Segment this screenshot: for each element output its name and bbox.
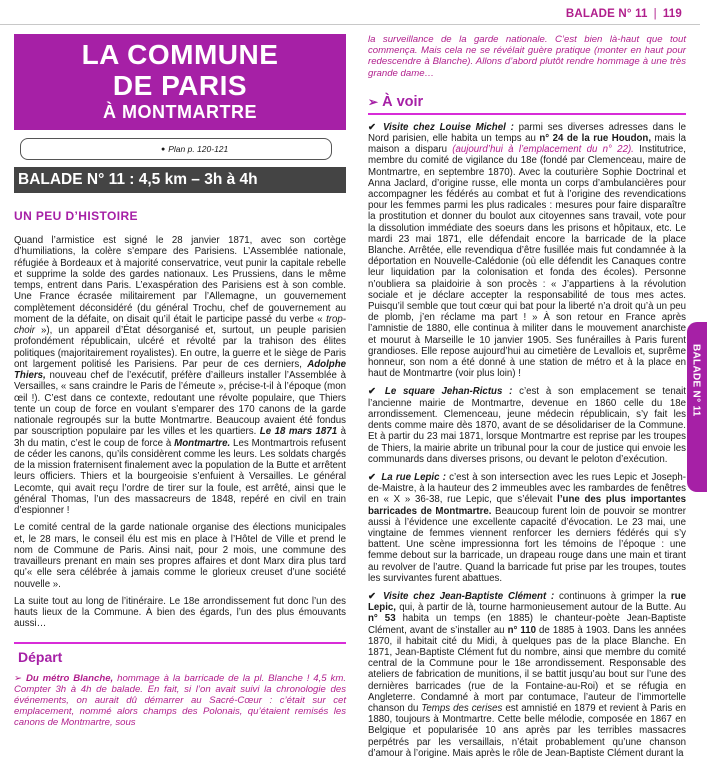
balade-summary-bar: BALADE N° 11 : 4,5 km – 3h à 4h: [14, 167, 346, 193]
title-line-1: LA COMMUNE: [81, 39, 279, 70]
history-heading: UN PEU D’HISTOIRE: [14, 209, 138, 223]
depart-section: [14, 642, 346, 729]
chapter-side-tab-label: BALADE N° 11: [690, 344, 702, 417]
arrow-icon: ➢: [14, 672, 23, 684]
left-column: [14, 34, 346, 729]
running-head-separator: |: [653, 8, 657, 20]
page-header: [0, 0, 700, 30]
item-rue-lepic: ✔ La rue Lepic : c’est à son intersection avec les rues Lepic et Joseph-de-Maistre, à la hauteur des 2 immeubles avec les rambardes de fenêtres en « X » 36-38, rue Lepic, que s’élevait l’une des plus importantes barricades de Montmartre. Beaucoup furent loin de pouvoir se montrer aussi à l’évidence une excellente capacité d’évocation. Le 23 mai, une vingtaine de femmes viennent renforcer les derniers fédérés qui s’y battent. Une scène impressionna fort les témoins de l’époque : une femme debout sur la barricade, un drapeau rouge dans une main et tirant au revolver de l’autre. Quand la barricade fut prise par les troupes, toutes les survivantes furent abattues.: [368, 471, 687, 584]
right-column: [368, 34, 686, 759]
depart-continuation: la surveillance de la garde nationale. C’est bien là-haut que tout commença. Mais cela ne se révélait guère pratique (monter en haut pour redescendre à Blanche). Allons d’abord plutôt rendre hommage à une très grande dame…: [368, 34, 686, 79]
check-icon: ✔: [368, 386, 377, 398]
depart-text: ➢ Du métro Blanche, hommage à la barricade de la pl. Blanche ! 4,5 km. Compter 3h à 4h de balade. En fait, si l’on avait suivi la chronologie des événements, on aurait dû démarrer au Sacré-Cœur : c’était sur cet emplacement, nommé alors champs des Polonais, qu’étaient remisés les canons de Montmartre, sous: [14, 672, 346, 729]
a-voir-heading-wrap: [368, 93, 686, 115]
history-paragraph-2: Le comité central de la garde nationale organise des élections municipales et, le 28 mars, le conseil élu est mis en place à l’Hôtel de Ville et prend le nom de Commune de Paris. Ainsi nait, pour 2 mois, une commune des travailleurs prenant en main ses propres affaires et dont Marx dira plus tard qu’« elle sera célébrée à jamais comme le glorieux creuset d’une société nouvelle ».: [14, 522, 346, 590]
item-square-jehan-rictus: ✔ Le square Jehan-Rictus : c’est à son emplacement se tenait l’ancienne mairie de Montmartre, devenue en 1860 celle du 18e arrondissement. Clemenceau, jeune médecin républicain, s’y fait les dents comme maire dès 1870, avant de se désolidariser de la Commune. Et à partir du 23 mai 1871, lorsque Montmartre est reprise par les troupes de Thiers, la mairie abrite un tribunal pour la cour de justice qui envoie les communards dans diverses prisons, ou devant le peloton d’exécution.: [368, 386, 686, 465]
title-line-3: À MONTMARTRE: [103, 102, 257, 122]
item-jean-baptiste-clement: ✔ Visite chez Jean-Baptiste Clément : continuons à grimper la rue Lepic, qui, à partir de là, tourne harmonieusement autour de la Butte. Au n° 53 habita un temps (en 1885) le chanteur-poète Jean-Baptiste Clément, avant de s’installer au n° 110 de 1885 à 1903. Dans les années 1870, il habitait cité du Midi, à quelques pas de la place Blanche. En 1871, Jean-Baptiste Clément fut du nombre, ainsi que membre du comité central de la Commune pour le 18e arrondissement. Responsable des ateliers de fabrication de munitions, il se battit jusqu’au bout sur l’une des dernières barricades (rue de la Fontaine-au-Roi) et se réfugia en Angleterre. Condamné à mort par contumace, l’auteur de l’immortelle chanson du Temps des cerises est amnistié en 1879 et revient à Paris en 1880, toujours à Montmartre. Cette belle mélodie, composée en 1867 en Belgique et popularisée 10 ans après par les terribles massacres perpétrés par les versaillais, n’était probablement qu’une chanson d’amour à l’origine. Mais après le rôle de Jean-Baptiste Clément durant la: [368, 590, 686, 759]
plan-reference[interactable]: [20, 138, 332, 160]
item-louise-michel: ✔ Visite chez Louise Michel : parmi ses diverses adresses dans le Nord parisien, elle habita un temps au n° 24 de la rue Houdon, mais la maison a disparu (aujourd’hui à l’emplacement du n° 22). Institutrice, membre du comité de vigilance du 18e (fondé par Clemenceau, maire de Montmartre, en septembre 1870). Avec la couturière Sophie Doctrinal et Anna Jaclard, d’origine russe, elle monta un corps d’ambulancières pour accompagner les fédérés au combat et fut à l’origine des revendications pour les femmes parmi les plus radicales : mesures pour faire disparaître la prostitution et donner du boulot aux citoyennes sans travail, vote pour la dissolution immédiate des soeurs dans les prisons et hôpitaux, etc. Le mardi 23 mai 1871, elle défendait encore la barricade de la place Blanche. Arrêtée, elle revendiqua d’être fusillée mais fut condamnée à la déportation en Nouvelle-Calédonie (où elle défendit les Canaques contre leur liquidation par la colonisation et fonda des écoles). Personne n’oubliera sa plaidoirie à son procès : « J’appartiens à la révolution sociale et je déclare accepter la responsabilité de tous mes actes. Puisqu’il semble que tout cœur qui bat pour la liberté n’a droit qu’à un peu de plomb, j’en réclame ma part ! » À son retour en France après l’amnistie de 1880, elle continua à militer dans le mouvement anarchiste et mourut à Marseille le 10 janvier 1905. Ses funérailles à Paris furent grandioses. Elle repose aujourd’hui au cimetière de Levallois et, suprême honneur, son nom a été donné à une station de métro et à la place en haut de Montmartre (voir plus loin) !: [368, 121, 686, 380]
page-number: 119: [662, 8, 682, 20]
running-head: [566, 8, 682, 20]
history-paragraph-1: Quand l’armistice est signé le 28 janvier 1871, avec son cortège d’humiliations, la colère s’empare des Parisiens. L’Assemblée nationale, réfugiée à Bordeaux et à majorité conservatrice, veut punir la capitale rebelle et supprime la solde des gardes nationaux. Les Prussiens, dans le même temps, entrent dans Paris. L’exaspération des Parisiens est à son comble. Une France écrasée militairement par l’Allemagne, un gouvernement complètement déconsidéré (du général Trochu, chef de gouvernement au moment de la défaite, on disait qu’il était le participe passé du verbe « trop-choir »), un appareil d’État désorganisé et, surtout, un peuple parisien profondément républicain, ulcéré et révolté par la trahison des élites politiques (majoritairement royalistes). En outre, la guerre et le siège de Paris ont largement politisé les Parisiens. Par peur de ces derniers, Adolphe Thiers, nouveau chef de l’exécutif, préfère d’ailleurs installer l’Assemblée à Versailles, « sans craindre le Paris de l’émeute », précise-t-il à l’époque (mon œil !). C’est dans ce contexte, redoutant une révolte populaire, que Thiers tente un coup de force en voulant s’emparer des 170 canons de la garde nationale regroupés sur la butte Montmartre. Beaucoup avaient été fondus par souscription populaire par les villes et les quartiers. Le 18 mars 1871 à 3h du matin, c’est le coup de force à Montmartre. Les Montmartrois refusent de céder les canons, qu’ils considèrent comme les leurs. Les soldats chargés de la mission fraternisent finalement avec la population de la Butte et arrêtent leurs officiers. Thiers et la bourgeoisie s’enfuient à Versailles. Le général Lecomte, qui avait reçu l’ordre de tirer sur la foule, est arrêté, ainsi que le général Thomas, l’un des massacreurs de 1848, repéré en civil en train d’espionner !: [14, 235, 346, 516]
arrow-icon: ➢: [368, 94, 379, 109]
bullet-icon: ●: [161, 145, 166, 153]
history-paragraph-3: La suite tout au long de l’itinéraire. Le 18e arrondissement fut donc l’un des hauts lieux de la Commune. À bien des égards, l’un des plus émouvants aussi…: [14, 595, 346, 630]
check-icon: ✔: [368, 471, 377, 483]
check-icon: ✔: [368, 590, 377, 602]
a-voir-heading: ➢ À voir: [368, 93, 424, 110]
check-icon: ✔: [368, 121, 377, 133]
header-divider: [0, 24, 700, 25]
depart-heading: Départ: [14, 644, 68, 667]
running-head-title: BALADE N° 11: [565, 8, 648, 20]
title-line-2: DE PARIS: [112, 70, 248, 101]
chapter-title-box: [14, 34, 346, 130]
plan-reference-text: Plan p. 120-121: [168, 144, 229, 154]
